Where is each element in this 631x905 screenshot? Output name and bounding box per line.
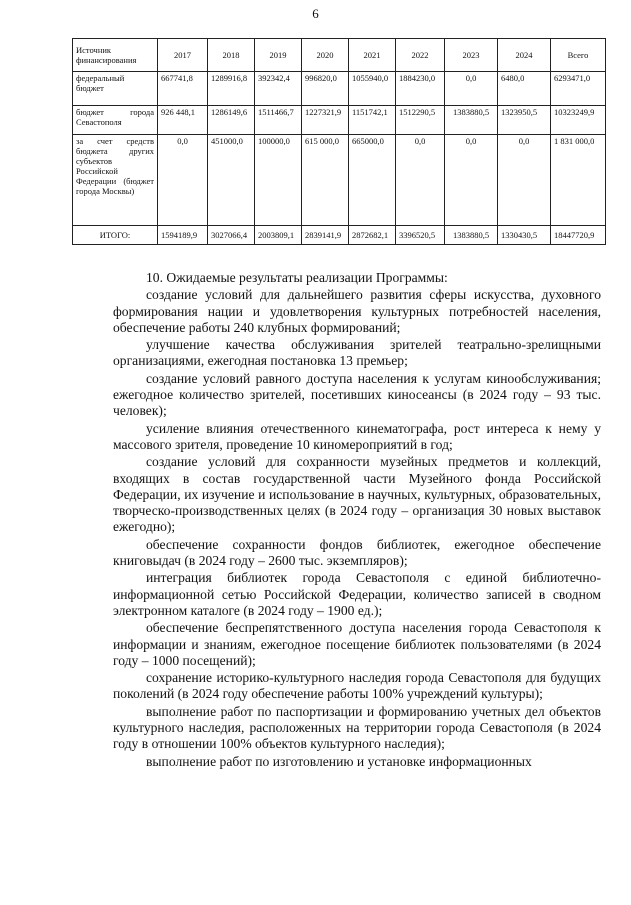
value-cell: 0,0 [158,135,208,226]
value-cell: 1383880,5 [445,226,498,245]
value-cell: 392342,4 [255,72,302,106]
value-cell: 1151742,1 [349,106,396,135]
value-cell: 667741,8 [158,72,208,106]
value-cell: 18447720,9 [551,226,606,245]
value-cell: 10323249,9 [551,106,606,135]
value-cell: 2872682,1 [349,226,396,245]
value-cell: 6293471,0 [551,72,606,106]
header-cell: 2018 [208,39,255,72]
result-item: интеграция библиотек города Севастополя с единой библиотечно-информационной сетью Российской Федерации, количество записей в сводном электронном каталоге (в 2024 году – 1900 ед.); [113,570,601,618]
value-cell: 1 831 000,0 [551,135,606,226]
result-item: создание условий для сохранности музейных предметов и коллекций, входящих в состав государственной части Музейного фонда Российской Федерации, их изучение и использование в научных, культурных, образовательных, творческо-производственных целях (в 2024 году – организация 30 новых выставок ежегодно); [113,454,601,535]
value-cell: 2839141,9 [302,226,349,245]
result-item: создание условий для дальнейшего развития сферы искусства, духовного формирования нации и удовлетворения культурных потребностей населения, обеспечение работы 240 клубных формирований; [113,287,601,335]
result-item: создание условий равного доступа населения к услугам кинообслуживания; ежегодное количество зрителей, посетивших киносеансы (в 2024 году – 93 тыс. человек); [113,370,601,419]
value-cell: 0,0 [498,135,551,226]
value-cell: 1289916,8 [208,72,255,106]
value-cell: 0,0 [445,72,498,106]
value-cell: 1286149,6 [208,106,255,135]
result-item: усиление влияния отечественного кинематографа, рост интереса к нему у массового зрителя, проведение 10 киномероприятий в год; [113,420,601,452]
table-header-row [73,39,606,72]
value-cell: 1594189,9 [158,226,208,245]
source-cell: за счет средств бюджета других субъектов Российской Федерации (бюджет города Москвы) [73,135,158,226]
header-cell: Всего [551,39,606,72]
header-cell: 2022 [396,39,445,72]
result-item: улучшение качества обслуживания зрителей театрально-зрелищными организациями, ежегодная постановка 13 премьер; [113,337,601,369]
result-item: обеспечение сохранности фондов библиотек, ежегодное обеспечение книговыдач (в 2024 году – 2600 тыс. экземпляров); [113,536,601,569]
value-cell: 1330430,5 [498,226,551,245]
total-label-cell: ИТОГО: [73,226,158,245]
result-item: выполнение работ по паспортизации и формированию учетных дел объектов культурного наследия, расположенных на территории города Севастополя (в 2024 году в отношении 100% объектов культурного наследия); [113,703,601,752]
value-cell: 451000,0 [208,135,255,226]
value-cell: 3027066,4 [208,226,255,245]
table-total-row [73,226,606,245]
value-cell: 3396520,5 [396,226,445,245]
value-cell: 926 448,1 [158,106,208,135]
header-cell: 2020 [302,39,349,72]
table-row [73,106,606,135]
source-cell: бюджет города Севастополя [73,106,158,135]
header-cell: 2023 [445,39,498,72]
value-cell: 1227321,9 [302,106,349,135]
table-row [73,135,606,226]
financing-table [72,38,606,245]
page-number: 6 [312,6,319,21]
section-results [113,270,601,771]
value-cell: 6480,0 [498,72,551,106]
value-cell: 615 000,0 [302,135,349,226]
value-cell: 0,0 [396,135,445,226]
table-row [73,72,606,106]
result-item: выполнение работ по изготовлению и установке информационных [146,753,532,769]
value-cell: 996820,0 [302,72,349,106]
header-cell: 2017 [158,39,208,72]
value-cell: 665000,0 [349,135,396,226]
value-cell: 1055940,0 [349,72,396,106]
value-cell: 0,0 [445,135,498,226]
result-item: обеспечение беспрепятственного доступа населения города Севастополя к информации и знаниям, ежегодное посещение библиотек пользователями (в 2024 году – 1000 посещений); [113,620,601,668]
header-cell: 2024 [498,39,551,72]
value-cell: 1884230,0 [396,72,445,106]
value-cell: 2003809,1 [255,226,302,245]
result-item: сохранение историко-культурного наследия города Севастополя для будущих поколений (в 2024 году обеспечение работы 100% учреждений культуры); [113,670,601,702]
header-cell: 2021 [349,39,396,72]
value-cell: 1512290,5 [396,106,445,135]
source-cell: федеральный бюджет [73,72,158,106]
value-cell: 100000,0 [255,135,302,226]
section-title: 10. Ожидаемые результаты реализации Программы: [146,270,448,285]
value-cell: 1323950,5 [498,106,551,135]
value-cell: 1511466,7 [255,106,302,135]
value-cell: 1383880,5 [445,106,498,135]
header-cell: Источник финансирования [73,39,158,72]
header-cell: 2019 [255,39,302,72]
